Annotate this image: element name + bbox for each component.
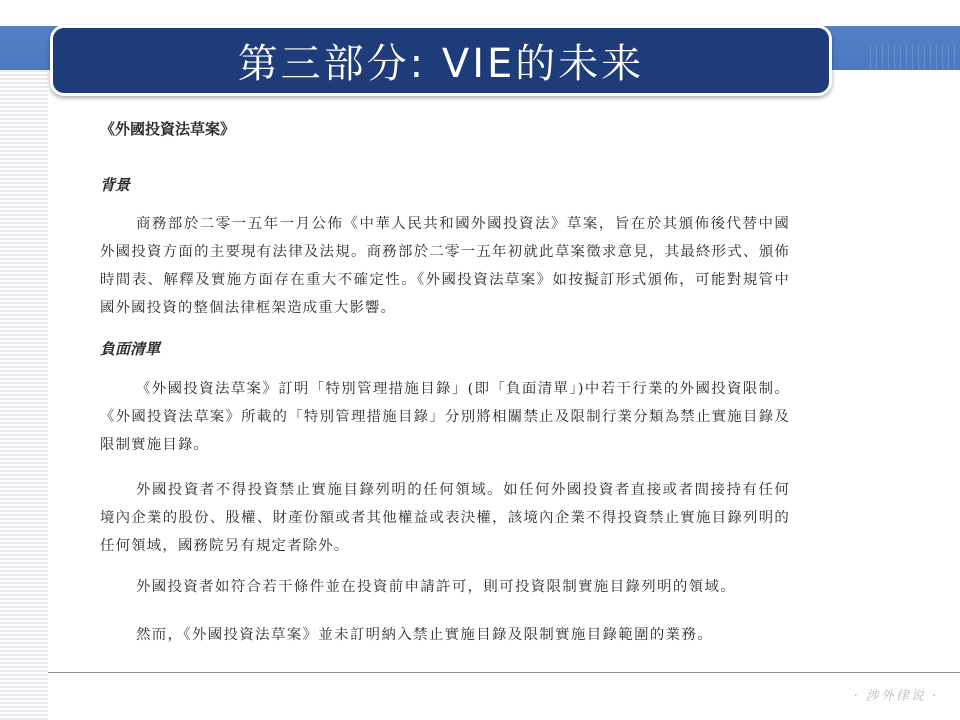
document-title: 《外國投資法草案》 bbox=[100, 120, 236, 138]
watermark: · 涉外律说 · bbox=[853, 689, 938, 704]
header-top-white-strip bbox=[0, 0, 960, 26]
footer-divider bbox=[48, 672, 960, 673]
paragraph-negative-list-2: 外國投資者不得投資禁止實施目錄列明的任何領域。如任何外國投資者直接或者間接持有任何境內企業的股份、股權、財產份額或者其他權益或表決權，該境內企業不得投資禁止實施目錄列明的任何領域，國務院另有規定者除外。 bbox=[100, 482, 790, 554]
paragraph-negative-list-3: 外國投資者如符合若干條件並在投資前申請許可，則可投資限制實施目錄列明的領域。 bbox=[136, 579, 737, 595]
section-heading-background: 背景 bbox=[100, 176, 131, 194]
slide-title: 第三部分: VIE的未来 bbox=[237, 41, 645, 87]
paragraph-negative-list-4: 然而，《外國投資法草案》並未訂明納入禁止實施目錄及限制實施目錄範圍的業務。 bbox=[136, 627, 714, 643]
slide-title-banner bbox=[50, 25, 832, 96]
left-striped-margin bbox=[0, 70, 48, 720]
section-heading-negative-list: 負面清單 bbox=[100, 340, 161, 358]
header-decoration bbox=[870, 44, 960, 70]
paragraph-background: 商務部於二零一五年一月公佈《中華人民共和國外國投資法》草案，旨在於其頒佈後代替中國外國投資方面的主要現有法律及法規。商務部於二零一五年初就此草案徵求意見，其最終形式、頒佈時間表、解釋及實施方面存在重大不確定性。《外國投資法草案》如按擬訂形式頒佈，可能對規管中國外國投資的整個法律框架造成重大影響。 bbox=[100, 216, 790, 316]
paragraph-negative-list-1: 《外國投資法草案》訂明「特別管理措施目錄」(即「負面清單」)中若干行業的外國投資限制。《外國投資法草案》所載的「特別管理措施目錄」分別將相關禁止及限制行業分類為禁止實施目錄及限制實施目錄。 bbox=[100, 381, 790, 453]
